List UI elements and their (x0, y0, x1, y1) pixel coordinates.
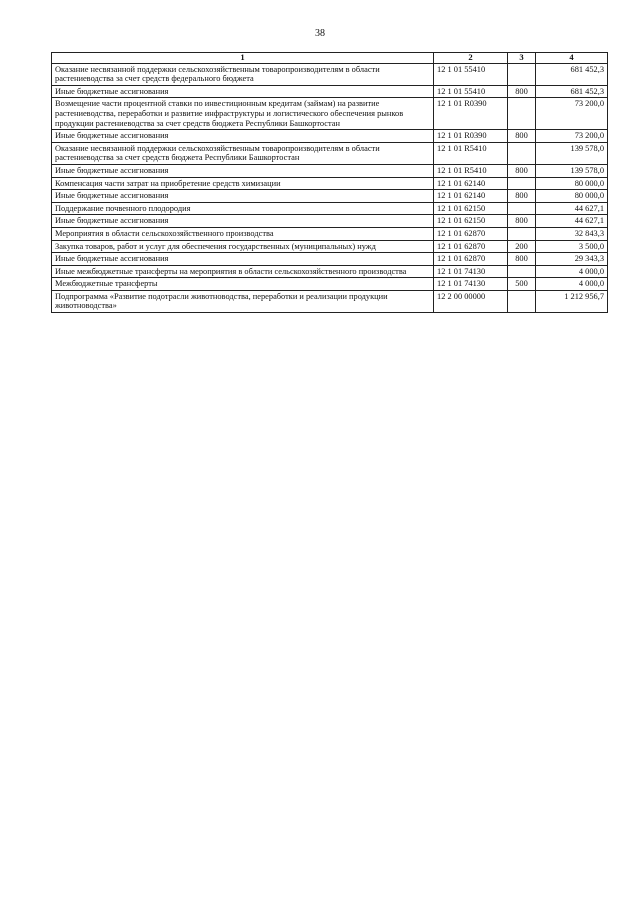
row-name-cell: Иные бюджетные ассигнования (52, 85, 434, 98)
row-kind-cell (508, 142, 536, 164)
row-amount-cell: 3 500,0 (536, 240, 608, 253)
row-amount-cell: 32 843,3 (536, 227, 608, 240)
row-code-cell: 12 1 01 62140 (434, 190, 508, 203)
row-code-cell: 12 1 01 55410 (434, 63, 508, 85)
table-row (52, 253, 608, 266)
row-amount-cell: 681 452,3 (536, 63, 608, 85)
row-amount-cell: 681 452,3 (536, 85, 608, 98)
table-row (52, 290, 608, 312)
table-row (52, 142, 608, 164)
row-amount-cell: 80 000,0 (536, 190, 608, 203)
row-name-cell: Поддержание почвенного плодородия (52, 202, 434, 215)
table-row (52, 202, 608, 215)
row-code-cell: 12 1 01 R5410 (434, 164, 508, 177)
page-number: 38 (315, 28, 325, 39)
row-amount-cell: 1 212 956,7 (536, 290, 608, 312)
table-row (52, 130, 608, 143)
row-kind-cell: 800 (508, 164, 536, 177)
row-code-cell: 12 1 01 R5410 (434, 142, 508, 164)
row-kind-cell: 800 (508, 190, 536, 203)
table-row (52, 63, 608, 85)
row-name-cell: Иные бюджетные ассигнования (52, 190, 434, 203)
row-name-cell: Оказание несвязанной поддержки сельскохозяйственным товаропроизводителям в области растениеводства за счет средств федерального бюджета (52, 63, 434, 85)
header-cell-name: 1 (52, 53, 434, 64)
row-kind-cell (508, 290, 536, 312)
row-name-cell: Подпрограмма «Развитие подотрасли животноводства, переработки и реализации продукции животноводства» (52, 290, 434, 312)
table-row (52, 164, 608, 177)
row-name-cell: Закупка товаров, работ и услуг для обеспечения государственных (муниципальных) нужд (52, 240, 434, 253)
table-row (52, 215, 608, 228)
row-code-cell: 12 1 01 62870 (434, 240, 508, 253)
row-name-cell: Мероприятия в области сельскохозяйственного производства (52, 227, 434, 240)
table-row (52, 227, 608, 240)
row-code-cell: 12 1 01 62150 (434, 202, 508, 215)
row-code-cell: 12 1 01 R0390 (434, 98, 508, 130)
row-amount-cell: 29 343,3 (536, 253, 608, 266)
row-kind-cell (508, 202, 536, 215)
table-row (52, 98, 608, 130)
row-amount-cell: 44 627,1 (536, 215, 608, 228)
row-amount-cell: 73 200,0 (536, 98, 608, 130)
row-amount-cell: 139 578,0 (536, 164, 608, 177)
row-name-cell: Межбюджетные трансферты (52, 278, 434, 291)
row-kind-cell: 800 (508, 215, 536, 228)
row-kind-cell (508, 63, 536, 85)
row-code-cell: 12 1 01 62140 (434, 177, 508, 190)
row-code-cell: 12 1 01 74130 (434, 278, 508, 291)
header-cell-kind: 3 (508, 53, 536, 64)
row-code-cell: 12 1 01 R0390 (434, 130, 508, 143)
table-row (52, 240, 608, 253)
row-kind-cell (508, 98, 536, 130)
table-row (52, 177, 608, 190)
row-code-cell: 12 1 01 62870 (434, 253, 508, 266)
row-code-cell: 12 1 01 74130 (434, 265, 508, 278)
header-row (52, 53, 608, 64)
row-code-cell: 12 1 01 62150 (434, 215, 508, 228)
row-amount-cell: 73 200,0 (536, 130, 608, 143)
row-kind-cell: 800 (508, 130, 536, 143)
row-name-cell: Иные межбюджетные трансферты на мероприятия в области сельскохозяйственного производства (52, 265, 434, 278)
row-amount-cell: 4 000,0 (536, 278, 608, 291)
row-name-cell: Иные бюджетные ассигнования (52, 253, 434, 266)
header-cell-code: 2 (434, 53, 508, 64)
row-name-cell: Возмещение части процентной ставки по инвестиционным кредитам (займам) на развитие растениеводства, переработки и развитие инфраструктуры и логистического обеспечения рынков продукции растениеводства за счет средств бюджета Республики Башкортостан (52, 98, 434, 130)
row-kind-cell: 800 (508, 253, 536, 266)
row-name-cell: Иные бюджетные ассигнования (52, 215, 434, 228)
row-code-cell: 12 1 01 62870 (434, 227, 508, 240)
row-kind-cell (508, 177, 536, 190)
row-kind-cell: 800 (508, 85, 536, 98)
row-amount-cell: 139 578,0 (536, 142, 608, 164)
table-row (52, 190, 608, 203)
table-row (52, 265, 608, 278)
row-code-cell: 12 2 00 00000 (434, 290, 508, 312)
row-amount-cell: 80 000,0 (536, 177, 608, 190)
row-code-cell: 12 1 01 55410 (434, 85, 508, 98)
row-kind-cell (508, 265, 536, 278)
row-kind-cell (508, 227, 536, 240)
row-kind-cell: 500 (508, 278, 536, 291)
header-cell-amount: 4 (536, 53, 608, 64)
row-amount-cell: 4 000,0 (536, 265, 608, 278)
row-name-cell: Компенсация части затрат на приобретение средств химизации (52, 177, 434, 190)
row-name-cell: Оказание несвязанной поддержки сельскохозяйственным товаропроизводителям в области растениеводства за счет средств бюджета Республики Башкортостан (52, 142, 434, 164)
row-name-cell: Иные бюджетные ассигнования (52, 164, 434, 177)
row-amount-cell: 44 627,1 (536, 202, 608, 215)
table-body (52, 63, 608, 312)
table-row (52, 85, 608, 98)
budget-table (51, 52, 608, 313)
table-row (52, 278, 608, 291)
row-kind-cell: 200 (508, 240, 536, 253)
row-name-cell: Иные бюджетные ассигнования (52, 130, 434, 143)
table-header (52, 53, 608, 64)
